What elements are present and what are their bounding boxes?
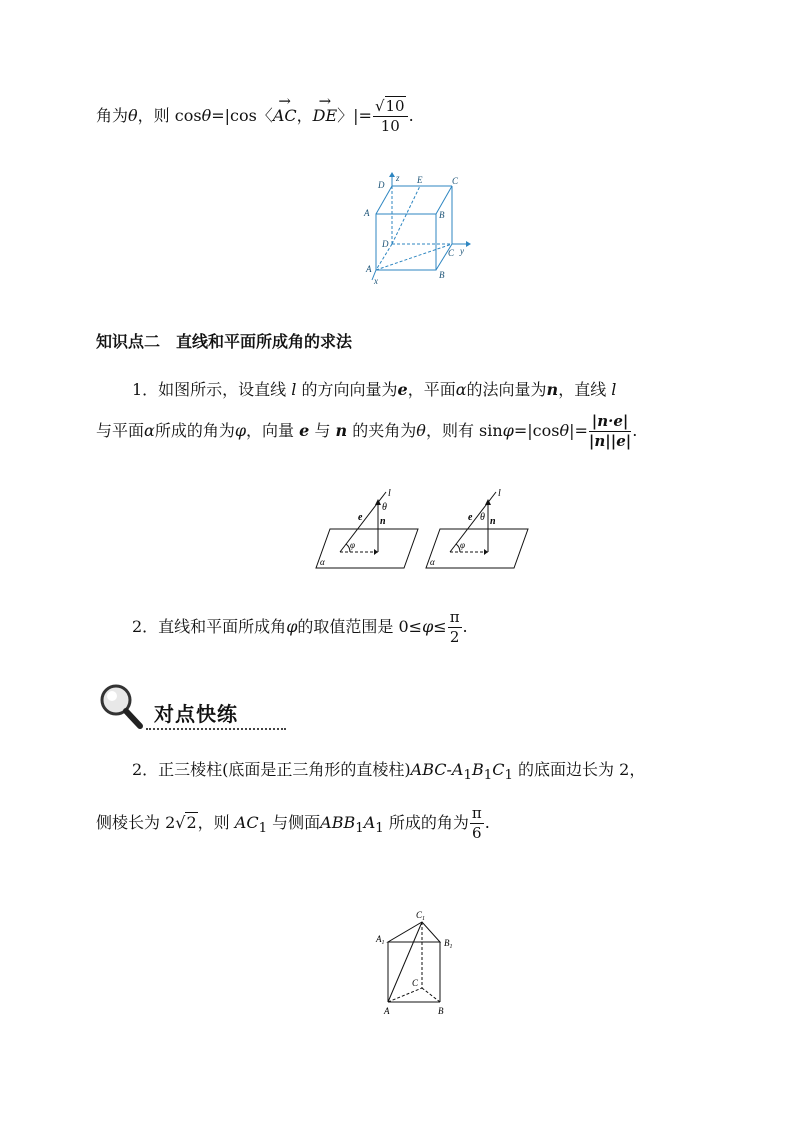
label-n: n xyxy=(380,516,386,527)
symbol-n: n xyxy=(546,380,559,399)
text: =|cos xyxy=(513,421,560,440)
label-d1: D xyxy=(378,180,385,190)
symbol-e: e xyxy=(299,421,310,440)
paragraph-1-line-1 xyxy=(132,382,616,398)
symbol-theta: θ xyxy=(416,421,426,440)
text: 的方向向量为 xyxy=(301,380,398,399)
formula-line-1 xyxy=(96,98,414,134)
question-2-line-2: 侧棱长为 2√2，则 $AC_1$ 与侧面$ABB_1A_1$ 所成的角为 $\frac{\pi}{6}$ . xyxy=(96,804,490,842)
label-b: B xyxy=(438,1006,444,1016)
denominator: 6 xyxy=(472,824,482,842)
label-a: A xyxy=(384,1006,390,1016)
text: ≤ xyxy=(433,617,447,636)
section-heading: 知识点二 直线和平面所成角的求法 xyxy=(96,332,353,351)
practice-title: 对点快练 xyxy=(154,702,238,726)
label-theta: θ xyxy=(382,502,387,513)
paragraph-1-line-2 xyxy=(96,414,637,449)
vertex: A xyxy=(363,813,376,832)
numerator: π xyxy=(449,608,460,626)
paragraph-2 xyxy=(132,610,468,645)
radicand: 10 xyxy=(385,97,405,115)
label-z: z xyxy=(396,173,400,183)
label-a1: $A_1$ xyxy=(376,934,385,946)
symbol-theta: θ xyxy=(559,421,570,440)
label-n: n xyxy=(490,516,496,527)
text: ，则有 sin xyxy=(425,421,503,440)
label-phi: φ xyxy=(350,540,355,550)
text: =|cos〈 xyxy=(211,106,273,125)
text: ，平面 xyxy=(407,380,456,399)
theta-symbol: θ xyxy=(201,106,212,125)
symbol-phi: φ xyxy=(422,617,434,636)
label-e: e xyxy=(358,512,363,523)
text: 与 xyxy=(314,421,331,440)
text: 所成的角为 xyxy=(388,813,469,832)
fraction-pi-over-6 xyxy=(470,806,484,841)
cube-figure xyxy=(362,172,472,287)
text: 的取值范围是 0≤ xyxy=(297,617,423,636)
text: 的夹角为 xyxy=(352,421,417,440)
text: . xyxy=(632,421,638,440)
text: ，向量 xyxy=(246,421,295,440)
text: 2．正三棱柱(底面是正三角形的直棱柱) xyxy=(132,760,411,779)
triangular-prism-figure xyxy=(372,908,462,1018)
subscript: 1 xyxy=(355,821,364,837)
text: 的底面边长为 2， xyxy=(518,760,646,779)
text: 与平面 xyxy=(96,421,145,440)
vertex: C xyxy=(492,760,505,779)
label-l: l xyxy=(388,488,391,499)
numerator: π xyxy=(471,804,482,822)
label-d: D xyxy=(382,239,389,249)
symbol-phi: φ xyxy=(502,421,514,440)
subscript: 1 xyxy=(258,821,268,837)
label-c1: $C_1$ xyxy=(416,910,426,922)
label-theta: θ xyxy=(480,512,485,523)
fraction-sqrt10-over-10: $\frac{√10}{10}$ xyxy=(373,99,408,134)
text: ，则 cos xyxy=(137,106,202,125)
label-l: l xyxy=(498,488,501,499)
text: ， xyxy=(296,106,313,125)
label-b1: $B_1$ xyxy=(444,938,453,950)
segment: AC xyxy=(234,813,259,832)
denominator: 10 xyxy=(380,117,400,135)
theta-symbol: θ xyxy=(128,106,138,125)
symbol-l: l xyxy=(291,380,297,399)
text: 与侧面 xyxy=(272,813,321,832)
subscript: 1 xyxy=(375,821,384,837)
text: 角为 xyxy=(96,106,129,125)
label-x: x xyxy=(374,276,378,286)
symbol-n: n xyxy=(335,421,348,440)
magnifier-icon xyxy=(96,682,150,732)
prism-name: ABC-A xyxy=(410,760,464,779)
label-phi: φ xyxy=(460,540,465,550)
symbol-alpha: α xyxy=(455,380,467,399)
text: ，直线 xyxy=(558,380,607,399)
text: . xyxy=(408,106,414,125)
text: 2．直线和平面所成角 xyxy=(132,617,287,636)
symbol-phi: φ xyxy=(234,421,247,440)
label-c1: C xyxy=(452,176,459,186)
text: ，则 xyxy=(197,813,230,832)
label-b: B xyxy=(439,270,445,280)
subscript: 1 xyxy=(504,768,513,784)
text: . xyxy=(484,813,490,832)
radicand: 2 xyxy=(186,813,197,832)
label-a: A xyxy=(366,264,372,274)
fraction-ne-over-ne xyxy=(589,414,631,449)
practice-banner xyxy=(96,682,296,732)
vertex: B xyxy=(471,760,484,779)
symbol-l: l xyxy=(611,380,617,399)
text: 的法向量为 xyxy=(466,380,547,399)
label-alpha: α xyxy=(320,557,325,567)
text: 〉|= xyxy=(337,106,372,125)
face-name: ABB xyxy=(320,813,356,832)
symbol-alpha: α xyxy=(144,421,155,440)
symbol-e: e xyxy=(397,380,408,399)
dotted-underline xyxy=(146,728,286,730)
label-alpha: α xyxy=(430,557,435,567)
vector-ac: → AC xyxy=(273,98,297,124)
label-c: C xyxy=(412,978,419,988)
label-b1: B xyxy=(439,210,445,220)
denominator: 2 xyxy=(449,628,460,646)
text: 侧棱长为 2 xyxy=(96,813,176,832)
subscript: 1 xyxy=(463,768,472,784)
label-c: C xyxy=(448,248,455,258)
label-e: E xyxy=(417,175,423,185)
question-2-line-1 xyxy=(132,762,645,783)
label-a1: A xyxy=(364,208,370,218)
text: . xyxy=(462,617,468,636)
text: 1．如图所示，设直线 xyxy=(132,380,287,399)
subscript: 1 xyxy=(483,768,493,784)
numerator: |n·e| xyxy=(589,414,631,432)
line-plane-angle-figure xyxy=(312,484,532,572)
symbol-phi: φ xyxy=(286,617,298,636)
label-e: e xyxy=(468,512,473,523)
label-y: y xyxy=(460,246,464,256)
fraction-pi-over-2 xyxy=(448,610,462,645)
text: 所成的角为 xyxy=(154,421,235,440)
vector-de: → DE xyxy=(313,98,338,124)
text: |= xyxy=(569,421,588,440)
denominator: |n||e| xyxy=(588,432,632,450)
